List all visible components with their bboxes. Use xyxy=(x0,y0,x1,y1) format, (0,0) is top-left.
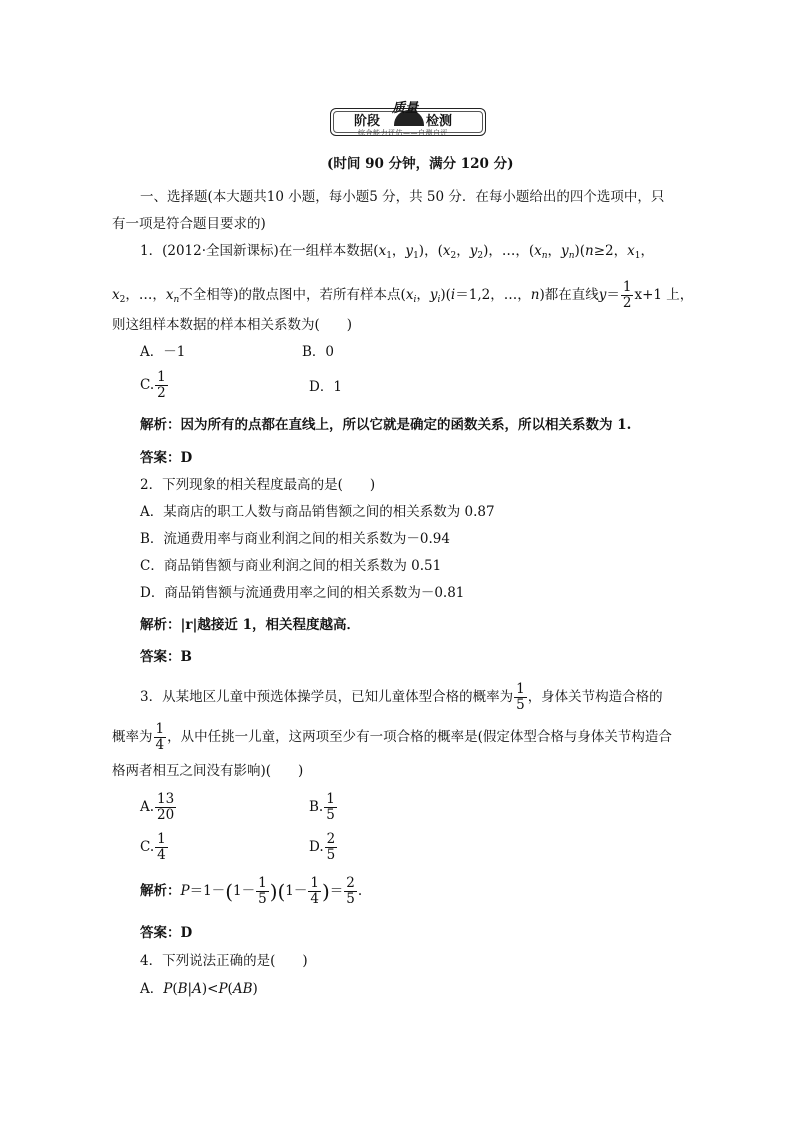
q3-fraction-1: $\frac{1}{5}$ xyxy=(516,681,525,713)
q1-answer: 答案：D xyxy=(140,450,193,466)
q1-source: (2012·全国新课标) xyxy=(162,243,279,259)
q3-answer: 答案：D xyxy=(140,925,193,941)
q1-option-b: B．0 xyxy=(302,344,335,360)
banner-right-text: 检测 xyxy=(426,114,453,129)
q3-analysis: 解析：P＝1－(1－ $\frac{1}{5}$ )(1－ $\frac{1}{4}$ )＝ $\frac{2}{5}$ . xyxy=(140,875,363,907)
q2-option-a: A．某商店的职工人数与商品销售额之间的相关系数为 0.87 xyxy=(140,504,495,520)
q1-analysis: 解析：因为所有的点都在直线上，所以它就是确定的函数关系，所以相关系数为 1. xyxy=(140,417,632,433)
q3-option-c: C. $\frac{1}{4}$ xyxy=(140,831,166,863)
q2-option-d: D．商品销售额与流通费用率之间的相关系数为－0.81 xyxy=(140,585,465,601)
q2-option-c: C．商品销售额与商业利润之间的相关系数为 0.51 xyxy=(140,558,442,574)
q3-option-d: D. $\frac{2}{5}$ xyxy=(309,831,336,863)
q3-option-b: B. $\frac{1}{5}$ xyxy=(309,791,335,823)
q1-option-d: D．1 xyxy=(309,379,342,395)
q4-option-a: A．P(B|A)<P(AB) xyxy=(140,981,258,997)
q1-option-c: C. $\frac{1}{2}$ xyxy=(140,369,166,401)
q3-option-a: A. $\frac{13}{20}$ xyxy=(140,791,175,823)
q4-stem: 4．下列说法正确的是( ) xyxy=(140,953,308,969)
q1-line1: 1．(2012·全国新课标)在一组样本数据($x_1$，$y_1$)，($x_2$，$y_2$)，…，($x_n$，$y_n)(n\ge 2$，$x_1$， xyxy=(140,243,654,261)
q1-number: 1． xyxy=(140,243,163,259)
banner-top-text: 质量 xyxy=(392,101,419,116)
q1-option-a: A．－1 xyxy=(140,344,186,360)
section-heading-line1: 一、选择题(本大题共10 小题，每小题5 分，共 50 分．在每小题给出的四个选项中，只 xyxy=(140,189,665,205)
q1-slope-fraction: $\frac{1}{2}$ xyxy=(622,279,632,311)
time-line: (时间 90 分钟，满分 120 分) xyxy=(327,156,514,172)
banner-left-text: 阶段 xyxy=(354,114,381,129)
section-heading-line2: 有一项是符合题目要求的) xyxy=(112,216,266,232)
q3-line1: 3．从某地区儿童中预选体操学员，已知儿童体型合格的概率为 $\frac{1}{5}$ ，身体关节构造合格的 xyxy=(140,681,663,713)
q3-line3: 格两者相互之间没有影响)( ) xyxy=(112,763,304,779)
section-banner xyxy=(330,101,486,141)
q3-line2: 概率为 $\frac{1}{4}$ ，从中任挑一儿童，这两项至少有一项合格的概率是(假定体型合格与身体关节构造合 xyxy=(112,721,672,753)
q1-line3: 则这组样本数据的样本相关系数为( ) xyxy=(112,317,353,333)
banner-subtitle: 综合能力评估——自测自评 xyxy=(358,129,448,137)
q1-line2: $x_2$，…，$x_n$不全相等)的散点图中，若所有样本点($x_i$，$y_i)(i=1,2$，…，n)都在直线y＝ $\frac{1}{2}$ x+1 上， xyxy=(112,279,694,311)
q2-answer: 答案：B xyxy=(140,649,192,665)
q2-stem: 2．下列现象的相关程度最高的是( ) xyxy=(140,477,376,493)
q1-text-a: 在一组样本数据( xyxy=(278,243,379,259)
q1-text-b: 在直线 xyxy=(558,287,599,303)
q3-fraction-2: $\frac{1}{4}$ xyxy=(155,721,165,753)
q2-analysis: 解析：|r|越接近 1，相关程度越高． xyxy=(140,617,361,633)
q1-after-fraction: x+1 上， xyxy=(634,287,694,303)
q2-option-b: B．流通费用率与商业利润之间的相关系数为－0.94 xyxy=(140,531,450,547)
